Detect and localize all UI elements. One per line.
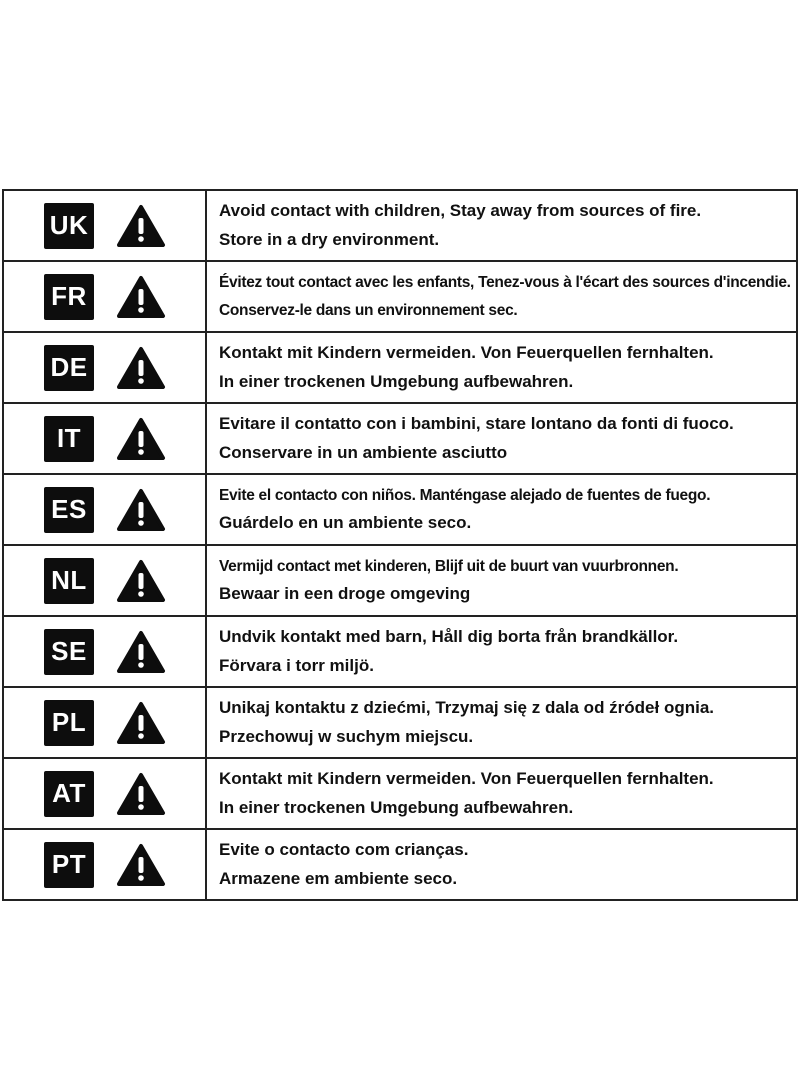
warning-line-2: Armazene em ambiente seco. <box>219 868 458 888</box>
table-row-at <box>4 759 796 830</box>
warning-line-2: Conservare in un ambiente asciutto <box>219 442 508 462</box>
warning-text-cell <box>207 688 796 757</box>
country-cell <box>4 262 207 331</box>
warning-line-2: Conservez-le dans un environnement sec. <box>219 301 518 319</box>
country-cell <box>4 759 207 828</box>
warning-triangle-icon <box>116 275 166 319</box>
table-row-pt <box>4 830 796 899</box>
table-row-fr <box>4 262 796 333</box>
warning-line-2: In einer trockenen Umgebung aufbewahren. <box>219 371 574 391</box>
country-code-badge: FR <box>44 274 94 320</box>
warning-triangle-icon <box>116 772 166 816</box>
table-row-uk <box>4 191 796 262</box>
country-code-badge: SE <box>44 629 94 675</box>
warning-line-2: Store in a dry environment. <box>219 229 440 249</box>
warning-text-cell <box>207 759 796 828</box>
warning-line-2: Guárdelo en un ambiente seco. <box>219 512 472 532</box>
warning-text-cell <box>207 404 796 473</box>
warning-line-1: Evite o contacto com crianças. <box>219 839 469 859</box>
country-cell <box>4 191 207 260</box>
warning-line-2: Förvara i torr miljö. <box>219 655 374 675</box>
country-cell <box>4 617 207 686</box>
country-cell <box>4 404 207 473</box>
country-cell <box>4 333 207 402</box>
warning-table <box>2 189 798 901</box>
warning-triangle-icon <box>116 559 166 603</box>
country-code-badge: UK <box>44 203 94 249</box>
table-row-nl <box>4 546 796 617</box>
country-cell <box>4 688 207 757</box>
warning-line-1: Avoid contact with children, Stay away from sources of fire. <box>219 200 702 220</box>
warning-line-1: Undvik kontakt med barn, Håll dig borta från brandkällor. <box>219 626 679 646</box>
warning-line-1: Kontakt mit Kindern vermeiden. Von Feuerquellen fernhalten. <box>219 768 714 788</box>
country-code-badge: AT <box>44 771 94 817</box>
table-row-it <box>4 404 796 475</box>
warning-triangle-icon <box>116 204 166 248</box>
warning-line-2: In einer trockenen Umgebung aufbewahren. <box>219 797 574 817</box>
warning-triangle-icon <box>116 630 166 674</box>
warning-line-1: Évitez tout contact avec les enfants, Tenez-vous à l'écart des sources d'incendie. <box>219 274 791 292</box>
warning-text-cell <box>207 830 796 899</box>
country-code-badge: NL <box>44 558 94 604</box>
warning-line-1: Evite el contacto con niños. Manténgase alejado de fuentes de fuego. <box>219 486 711 504</box>
warning-text-cell <box>207 617 796 686</box>
warning-line-1: Kontakt mit Kindern vermeiden. Von Feuerquellen fernhalten. <box>219 342 714 362</box>
table-row-de <box>4 333 796 404</box>
warning-triangle-icon <box>116 417 166 461</box>
warning-triangle-icon <box>116 843 166 887</box>
warning-line-2: Przechowuj w suchym miejscu. <box>219 726 474 746</box>
warning-line-1: Unikaj kontaktu z dziećmi, Trzymaj się z dala od źródeł ognia. <box>219 697 715 717</box>
country-cell <box>4 546 207 615</box>
warning-text-cell <box>207 546 796 615</box>
country-code-badge: PT <box>44 842 94 888</box>
table-row-se <box>4 617 796 688</box>
warning-text-cell <box>207 333 796 402</box>
country-code-badge: PL <box>44 700 94 746</box>
warning-line-1: Vermijd contact met kinderen, Blijf uit de buurt van vuurbronnen. <box>219 557 679 575</box>
country-code-badge: DE <box>44 345 94 391</box>
table-row-es <box>4 475 796 546</box>
country-cell <box>4 830 207 899</box>
warning-triangle-icon <box>116 346 166 390</box>
country-code-badge: ES <box>44 487 94 533</box>
warning-triangle-icon <box>116 488 166 532</box>
country-code-badge: IT <box>44 416 94 462</box>
country-cell <box>4 475 207 544</box>
warning-text-cell <box>207 475 796 544</box>
warning-triangle-icon <box>116 701 166 745</box>
warning-line-2: Bewaar in een droge omgeving <box>219 583 471 603</box>
table-row-pl <box>4 688 796 759</box>
warning-text-cell <box>207 191 796 260</box>
warning-line-1: Evitare il contatto con i bambini, stare lontano da fonti di fuoco. <box>219 413 734 433</box>
warning-text-cell <box>207 262 796 331</box>
